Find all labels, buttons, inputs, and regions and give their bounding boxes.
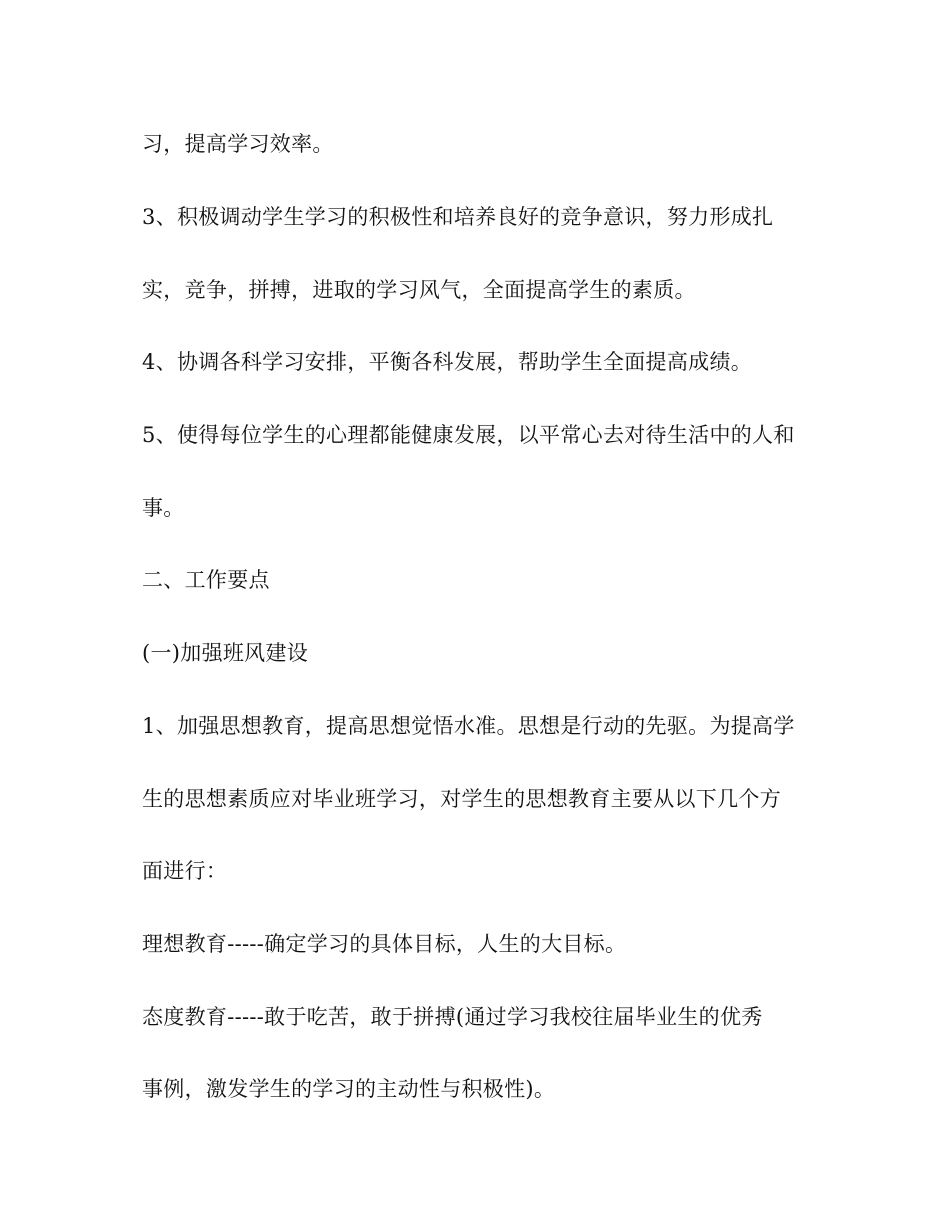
subsection-heading: (一)加强班风建设 bbox=[142, 641, 309, 665]
text-line: 4、协调各科学习安排，平衡各科发展，帮助学生全面提高成绩。 bbox=[142, 350, 753, 374]
text-line: 理想教育-----确定学习的具体目标，人生的大目标。 bbox=[142, 932, 627, 956]
text-line: 3、积极调动学生学习的积极性和培养良好的竞争意识，努力形成扎 bbox=[142, 205, 774, 229]
text-line: 习，提高学习效率。 bbox=[142, 132, 334, 156]
text-line: 面进行： bbox=[142, 859, 228, 883]
text-line: 5、使得每位学生的心理都能健康发展，以平常心去对待生活中的人和 bbox=[142, 423, 795, 447]
text-line: 事例，激发学生的学习的主动性与积极性)。 bbox=[142, 1077, 556, 1101]
text-line: 实，竞争，拼搏，进取的学习风气，全面提高学生的素质。 bbox=[142, 278, 696, 302]
text-line: 1、加强思想教育，提高思想觉悟水准。思想是行动的先驱。为提高学 bbox=[142, 714, 795, 738]
text-line: 生的思想素质应对毕业班学习，对学生的思想教育主要从以下几个方 bbox=[142, 787, 781, 811]
section-heading: 二、工作要点 bbox=[142, 568, 270, 592]
text-line: 态度教育-----敢于吃苦，敢于拼搏(通过学习我校往届毕业生的优秀 bbox=[142, 1005, 763, 1029]
text-line: 事。 bbox=[142, 496, 185, 520]
